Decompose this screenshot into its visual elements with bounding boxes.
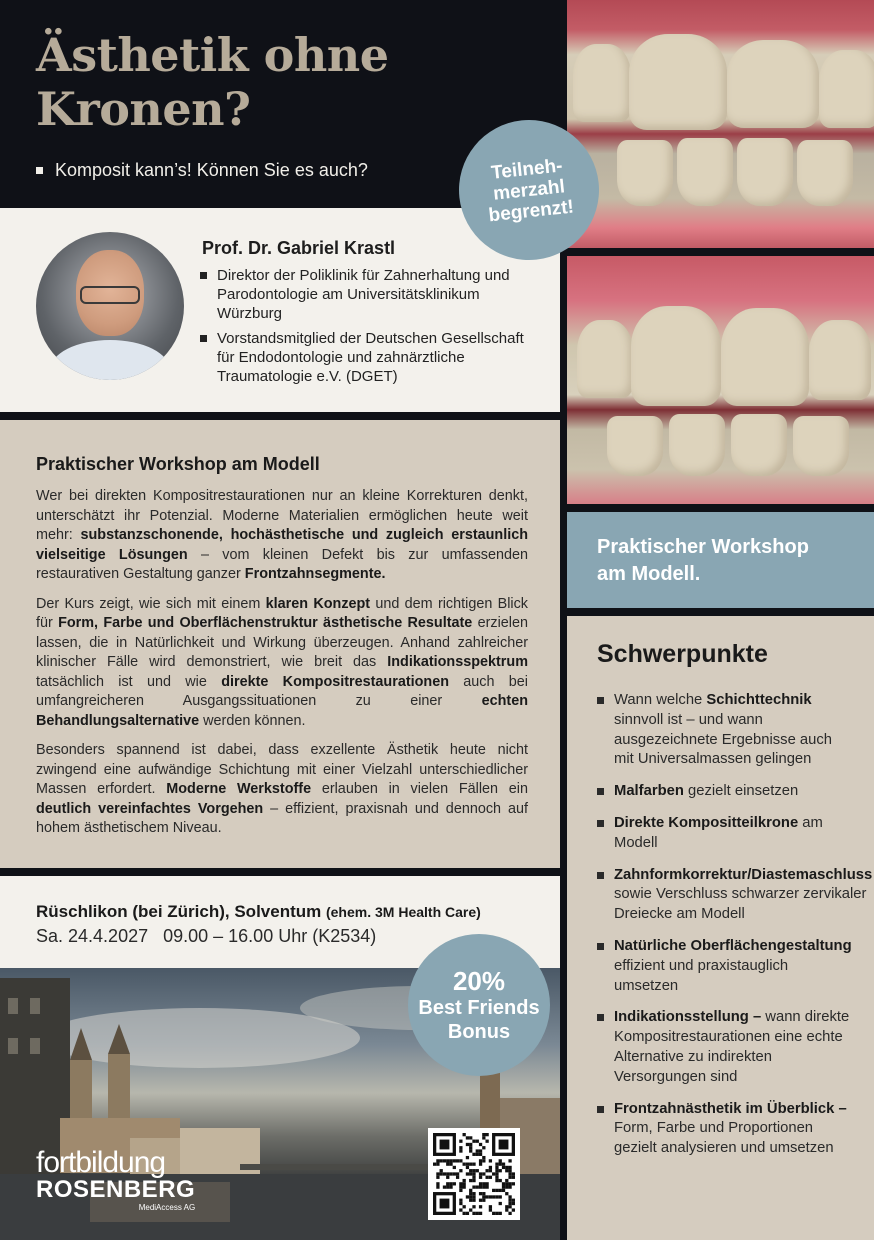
venue: Rüschlikon (bei Zürich), Solventum (ehem. 3M Health Care)	[36, 902, 481, 921]
page-title	[36, 28, 496, 136]
workshop-callout: Praktischer Workshop am Modell.	[567, 512, 874, 608]
square-bullet-icon	[597, 872, 604, 879]
square-bullet-icon	[597, 697, 604, 704]
square-bullet-icon	[36, 167, 43, 174]
square-bullet-icon	[597, 1014, 604, 1021]
paragraph: Wer bei direkten Kompositrestaurationen nur an kleine Korrekturen denkt, unterschätzt ihr Potenzial. Moderne Materialien ermöglichen heute weit mehr: substanzschonende, hochästhetische und zugleich erstaunlich vielseitige Lösungen – vom kleinen Defekt bis zur umfassenden restaurativen Gestaltung ganzer Frontzahnsegmente.	[36, 488, 528, 582]
event-date: Sa. 24.4.2027 09.00 – 16.00 Uhr (K2534)	[36, 926, 377, 946]
qr-code-icon	[433, 1133, 515, 1215]
limited-participants-badge: Teilneh- merzahl begrenzt!	[452, 113, 606, 267]
teeth-before-photo	[567, 0, 874, 248]
square-bullet-icon	[597, 820, 604, 827]
square-bullet-icon	[200, 272, 207, 279]
bonus-badge: 20% Best Friends Bonus	[408, 934, 550, 1076]
paragraph: Besonders spannend ist dabei, dass exzellente Ästhetik heute nicht zwingend eine aufwändige Schichtung mit einer Vielzahl unterschiedlicher Massen erfordert. Moderne Werkstoffe erlauben in vielen Fällen ein deutlich vereinfachtes Vorgehen – effizient, praxisnah und dennoch auf hohem ästhetischem Niveau.	[36, 742, 529, 836]
section-heading: Schwerpunkte	[597, 640, 768, 668]
rosenberg-logo: fortbildung ROSENBERG MediAccess AG	[36, 1146, 196, 1212]
focus-panel	[567, 616, 874, 1240]
square-bullet-icon	[597, 943, 604, 950]
paragraph: Der Kurs zeigt, wie sich mit einem klaren Konzept und dem richtigen Blick für Form, Farbe und Oberflächenstruktur ästhetische Resultate erzielen lassen, die in Natürlichkeit und Wirkung überzeugen. Anhand zahlreicher klinischer Fälle wird demonstriert, wie breit das Indikationsspektrum tatsächlich ist und wie direkte Kompositrestaurationen auch bei umfangreicheren Ausgangssituationen zu einer echten Behandlungsalternative werden können.	[36, 595, 529, 729]
list-item: Natürliche Oberflächengestaltung effizient und praxistauglich umsetzen	[597, 937, 854, 996]
square-bullet-icon	[597, 1106, 604, 1113]
teeth-after-photo	[567, 256, 874, 504]
qr-code[interactable]	[428, 1128, 520, 1220]
list-item: Wann welche Schichttechnik sinnvoll ist – und wann ausgezeichnete Ergebnisse auch mit Universalmassen gelingen	[597, 691, 854, 770]
section-heading: Praktischer Workshop am Modell	[36, 454, 320, 474]
list-item: Zahnformkorrektur/Diastemaschluss sowie Verschluss schwarzer zervikaler Dreiecke am Modell	[597, 866, 854, 925]
list-item: Indikationsstellung – wann direkte Kompositrestaurationen eine echte Alternative zu indirekten Versorgungen sind	[597, 1008, 854, 1087]
speaker-name: Prof. Dr. Gabriel Krastl	[202, 238, 396, 258]
speaker-photo	[36, 232, 184, 380]
square-bullet-icon	[597, 788, 604, 795]
list-item: Direktor der Poliklinik für Zahnerhaltung und Parodontologie am Universitätsklinikum Würzburg	[200, 266, 530, 323]
subtitle-text: Komposit kann’s! Können Sie es auch?	[55, 160, 368, 180]
description-panel	[0, 420, 560, 868]
list-item: Malfarben gezielt einsetzen	[597, 782, 854, 802]
list-item: Frontzahnästhetik im Überblick – Form, Farbe und Proportionen gezielt analysieren und umsetzen	[597, 1100, 854, 1159]
subtitle	[36, 160, 368, 181]
square-bullet-icon	[200, 335, 207, 342]
focus-list	[597, 691, 873, 1159]
title-line-1: Ästhetik ohne	[36, 28, 389, 82]
list-item: Direkte Kompositteilkrone am Modell	[597, 814, 854, 854]
title-line-2: Kronen?	[36, 82, 251, 136]
speaker-roles	[200, 266, 530, 392]
list-item: Vorstandsmitglied der Deutschen Gesellschaft für Endodontologie und zahnärztliche Traumatologie e.V. (DGET)	[200, 329, 530, 386]
